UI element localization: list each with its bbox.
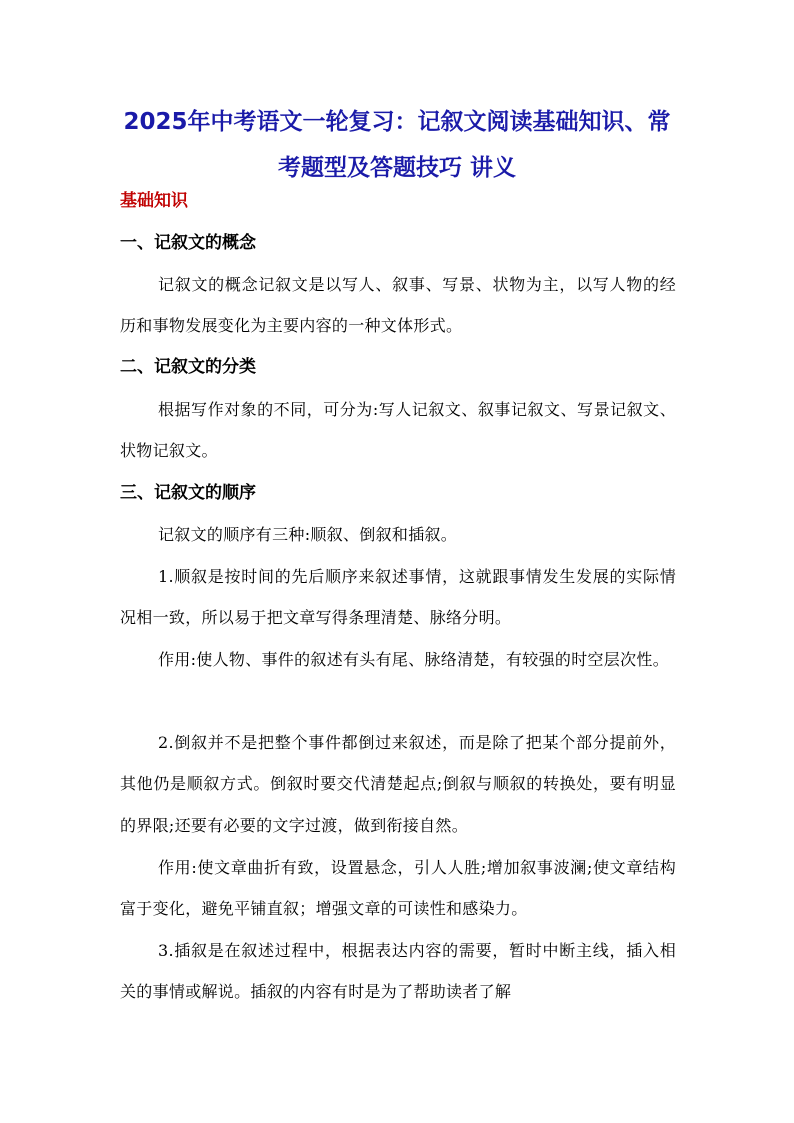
heading-concept: 一、记叙文的概念 bbox=[120, 233, 256, 253]
paragraph-sequential-effect: 作用:使人物、事件的叙述有头有尾、脉络清楚，有较强的时空层次性。 bbox=[158, 650, 669, 669]
paragraph-classification: 根据写作对象的不同，可分为:写人记叙文、叙事记叙文、写景记叙文、状物记叙文。 bbox=[120, 400, 676, 461]
heading-classification: 二、记叙文的分类 bbox=[120, 357, 256, 377]
paragraph-order-intro: 记叙文的顺序有三种:顺叙、倒叙和插叙。 bbox=[158, 525, 458, 544]
paragraph-sequential: 1.顺叙是按时间的先后顺序来叙述事情，这就跟事情发生发展的实际情况相一致，所以易于把文章写得条理清楚、脉络分明。 bbox=[120, 567, 676, 628]
section-label: 基础知识 bbox=[120, 191, 188, 211]
document-title: 2025年中考语文一轮复习：记叙文阅读基础知识、常考题型及答题技巧 讲义 bbox=[123, 109, 671, 181]
paragraph-concept: 记叙文的概念记叙文是以写人、叙事、写景、状物为主，以写人物的经历和事物发展变化为主要内容的一种文体形式。 bbox=[120, 275, 676, 336]
paragraph-flashback: 2.倒叙并不是把整个事件都倒过来叙述，而是除了把某个部分提前外，其他仍是顺叙方式。倒叙时要交代清楚起点;倒叙与顺叙的转换处，要有明显的界限;还要有必要的文字过渡，做到衔接自然。 bbox=[120, 733, 676, 835]
paragraph-flashback-effect: 作用:使文章曲折有致，设置悬念，引人人胜;增加叙事波澜;使文章结构富于变化，避免平铺直叙；增强文章的可读性和感染力。 bbox=[120, 858, 676, 919]
paragraph-interpolation: 3.插叙是在叙述过程中，根据表达内容的需要，暂时中断主线，插入相关的事情或解说。插叙的内容有时是为了帮助读者了解 bbox=[120, 941, 676, 1002]
heading-order: 三、记叙文的顺序 bbox=[120, 483, 256, 503]
